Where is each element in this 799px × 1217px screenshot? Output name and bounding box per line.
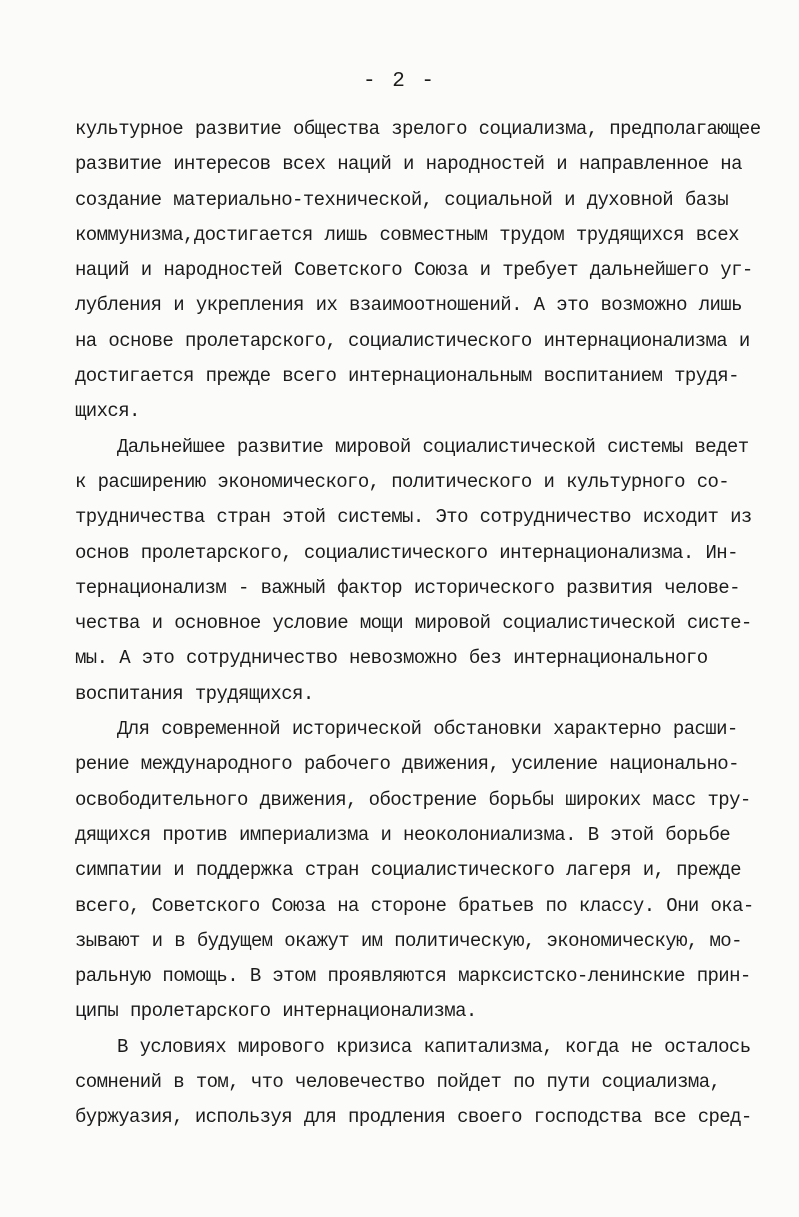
text-line: на основе пролетарского, социалистического интернационализма и xyxy=(75,329,750,352)
text-line: зывают и в будущем окажут им политическую, экономическую, мо- xyxy=(75,929,742,952)
text-line: чества и основное условие мощи мировой социалистической систе- xyxy=(75,612,752,635)
text-line: к расширению экономического, политического и культурного со- xyxy=(75,470,730,493)
text-line: создание материально-технической, социальной и духовной базы xyxy=(75,188,729,211)
text-line: коммунизма,достигается лишь совместным трудом трудящихся всех xyxy=(75,223,739,246)
text-line: культурное развитие общества зрелого социализма, предполагающее xyxy=(75,118,761,140)
text-line: буржуазия, используя для продления своего господства все сред- xyxy=(75,1106,752,1129)
text-line: мы. А это сотрудничество невозможно без интернационального xyxy=(75,647,708,670)
text-line: дящихся против империализма и неоколониализма. В этой борьбе xyxy=(75,823,731,846)
text-line: тернационализм - важный фактор исторического развития челове- xyxy=(75,576,740,599)
text-line: освободительного движения, обострение борьбы широких масс тру- xyxy=(75,788,751,811)
text-line: рение международного рабочего движения, усиление национально- xyxy=(75,753,739,776)
paragraph-first-line: В условиях мирового кризиса капитализма, когда не осталось xyxy=(117,1035,751,1058)
text-line: ципы пролетарского интернационализма. xyxy=(75,1000,477,1023)
paragraph-first-line: Для современной исторической обстановки характерно расши- xyxy=(117,718,738,741)
text-line: трудничества стран этой системы. Это сотрудничество исходит из xyxy=(75,506,752,529)
text-line: воспитания трудящихся. xyxy=(75,682,314,705)
text-line: сомнений в том, что человечество пойдет по пути социализма, xyxy=(75,1071,721,1094)
paragraph-first-line: Дальнейшее развитие мировой социалистической системы ведет xyxy=(117,435,749,458)
text-line: развитие интересов всех наций и народностей и направленное на xyxy=(75,153,742,176)
text-line: симпатии и поддержка стран социалистического лагеря и, прежде xyxy=(75,859,741,882)
body-text xyxy=(75,112,761,1136)
text-line: достигается прежде всего интернациональным воспитанием трудя- xyxy=(75,365,739,388)
text-line: щихся. xyxy=(75,400,140,423)
text-line: основ пролетарского, социалистического интернационализма. Ин- xyxy=(75,541,738,564)
page-number: - 2 - xyxy=(362,70,436,93)
text-line: ральную помощь. В этом проявляются марксистско-ленинские прин- xyxy=(75,965,751,988)
text-line: наций и народностей Советского Союза и требует дальнейшего уг- xyxy=(75,259,753,282)
text-line: лубления и укрепления их взаимоотношений. А это возможно лишь xyxy=(75,294,742,317)
text-line: всего, Советского Союза на стороне братьев по классу. Они ока- xyxy=(75,894,754,917)
